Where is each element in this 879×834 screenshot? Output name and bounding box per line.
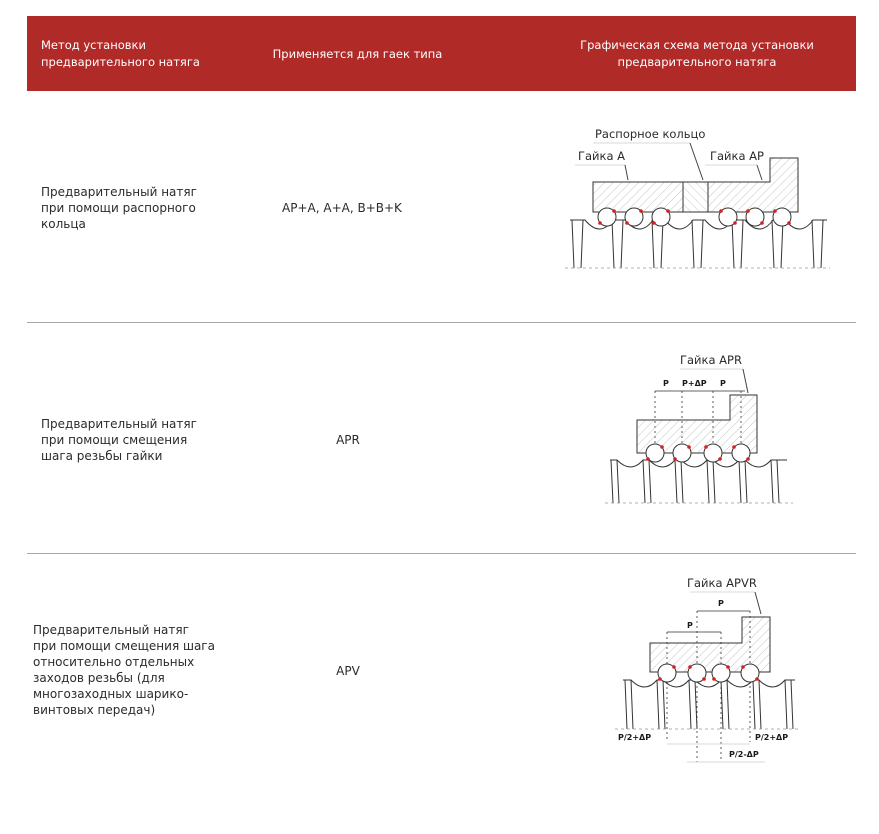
nut-types: APR <box>336 433 360 447</box>
nut-types: APV <box>336 664 360 678</box>
table-header <box>27 16 856 91</box>
label-nut-ap: Гайка АР <box>710 149 764 163</box>
spacer-ring-diagram <box>565 120 835 275</box>
dim-p-lower: P <box>687 621 693 630</box>
dim-p-upper: P <box>718 599 724 608</box>
label-nut-apvr: Гайка APVR <box>687 576 757 590</box>
row-separator <box>27 553 856 554</box>
label-spacer-ring: Распорное кольцо <box>595 127 706 141</box>
row-separator <box>27 322 856 323</box>
label-nut-a: Гайка А <box>578 149 626 163</box>
method-text: Предварительный натяг при помощи смещения шага резьбы гайки <box>41 417 197 463</box>
header-method: Метод установки предварительного натяга <box>41 38 200 69</box>
method-text: Предварительный натяг при помощи распорного кольца <box>41 185 197 231</box>
dim-half-p-plus-dp-left: P/2+ΔP <box>618 733 652 742</box>
header-scheme: Графическая схема метода установки предварительного натяга <box>580 38 814 69</box>
header-nut-type: Применяется для гаек типа <box>272 47 443 61</box>
method-text: Предварительный натяг при помощи смещения шага относительно отдельных заходов резьбы (для многозаходных шарико- винтовых передач) <box>33 623 215 717</box>
dim-p-1: P <box>663 379 669 388</box>
dim-p-2: P <box>720 379 726 388</box>
screw-shaft <box>565 220 830 268</box>
pitch-offset-diagram <box>605 350 795 510</box>
dim-p-plus-dp: P+ΔP <box>682 379 707 388</box>
dim-half-p-minus-dp: P/2-ΔP <box>729 750 759 759</box>
label-nut-apr: Гайка APR <box>680 353 742 367</box>
dim-half-p-plus-dp-right: P/2+ΔP <box>755 733 789 742</box>
multi-start-pitch-diagram <box>605 572 800 767</box>
nut-types: AP+A, A+A, B+B+K <box>282 201 402 215</box>
